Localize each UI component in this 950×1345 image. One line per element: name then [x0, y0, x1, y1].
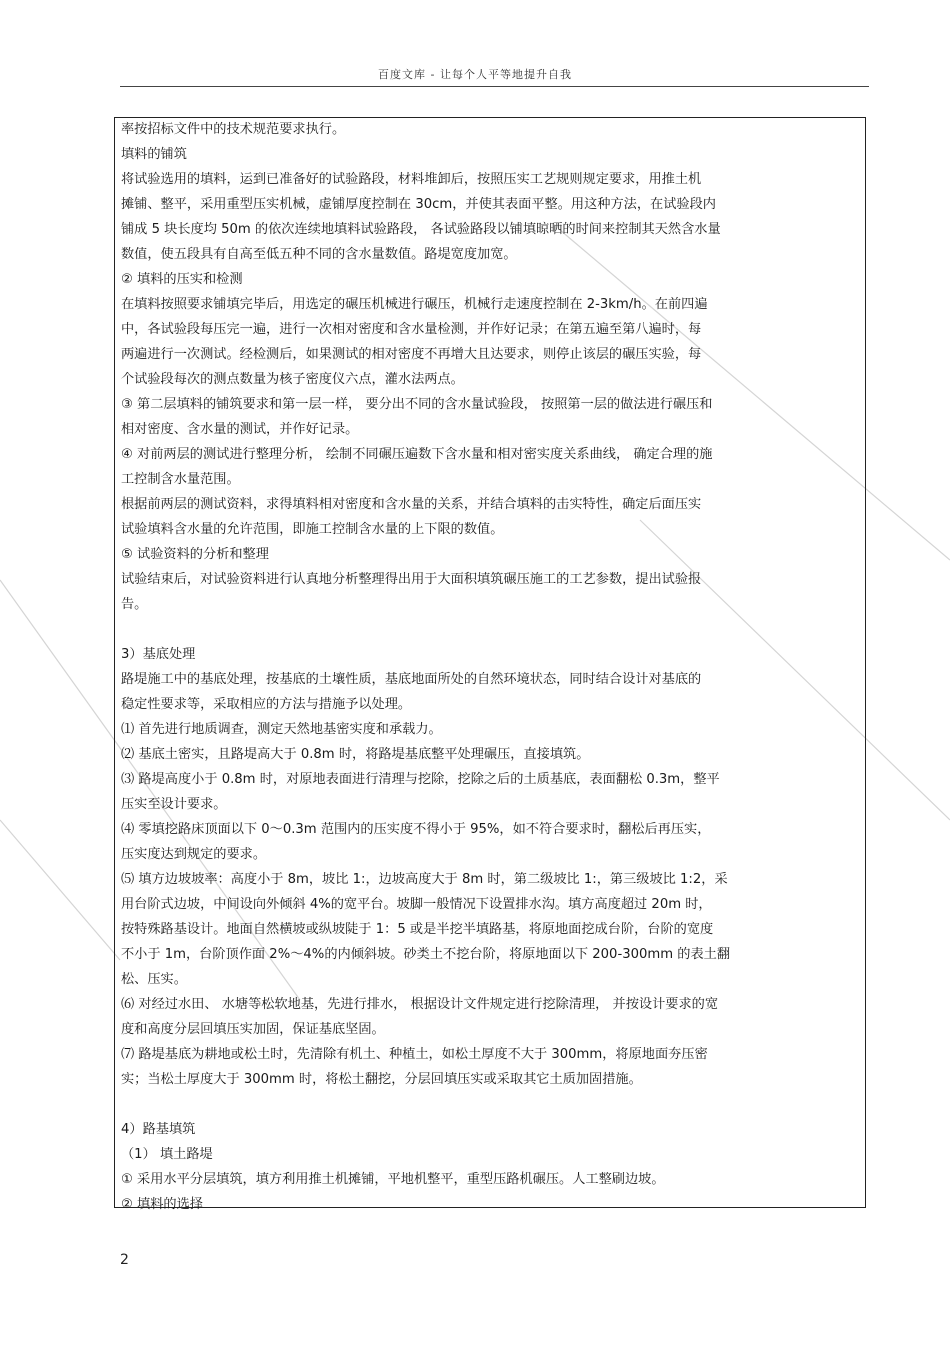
text-line: 两遍进行一次测试。经检测后，如果测试的相对密度不再增大且达要求，则停止该层的碾压实验，每 [121, 347, 702, 362]
text-line: 中，各试验段每压完一遍，进行一次相对密度和含水量检测，并作好记录；在第五遍至第八遍时，每 [121, 322, 702, 337]
text-line: ⑵ 基底土密实，且路堤高大于 0.8m 时，将路堤基底整平处理碾压，直接填筑。 [121, 747, 590, 762]
text-line: 在填料按照要求铺填完毕后，用选定的碾压机械进行碾压，机械行走速度控制在 2-3km/h。在前四遍 [121, 297, 708, 312]
text-line: 铺成 5 块长度均 50m 的依次连续地填料试验路段， 各试验路段以铺填晾晒的时间来控制其天然含水量 [121, 222, 721, 237]
text-line: 路堤施工中的基底处理，按基底的土壤性质，基底地面所处的自然环境状态，同时结合设计对基底的 [121, 672, 702, 687]
text-line: 不小于 1m，台阶顶作面 2%～4%的内倾斜坡。砂类土不挖台阶，将原地面以下 200-300mm 的表土翻 [121, 947, 731, 962]
text-line: 摊铺、整平，采用重型压实机械，虚铺厚度控制在 30cm，并使其表面平整。用这种方法，在试验段内 [121, 197, 716, 212]
text-line: 填料的铺筑 [121, 147, 187, 162]
text-line: ⑤ 试验资料的分析和整理 [121, 547, 269, 562]
text-line [121, 1092, 861, 1117]
text-line: 松、压实。 [121, 972, 187, 987]
text-line: 度和高度分层回填压实加固，保证基底坚固。 [121, 1022, 385, 1037]
text-line: 压实至设计要求。 [121, 797, 227, 812]
text-line: ② 填料的压实和检测 [121, 272, 243, 287]
text-line: ⑸ 填方边坡坡率：高度小于 8m，坡比 1:，边坡高度大于 8m 时，第二级坡比 1:，第三级坡比 1:2，采 [121, 872, 728, 887]
document-body [121, 117, 861, 1217]
text-line: 4）路基填筑 [121, 1122, 196, 1137]
text-line: 数值，使五段具有自高至低五种不同的含水量数值。路堤宽度加宽。 [121, 247, 517, 262]
text-line: ⑷ 零填挖路床顶面以下 0～0.3m 范围内的压实度不得小于 95%，如不符合要求时，翻松后再压实， [121, 822, 711, 837]
text-line: 3）基底处理 [121, 647, 196, 662]
text-line: ③ 第二层填料的铺筑要求和第一层一样， 要分出不同的含水量试验段， 按照第一层的做法进行碾压和 [121, 397, 713, 412]
text-line: 率按招标文件中的技术规范要求执行。 [121, 122, 346, 137]
text-line: 根据前两层的测试资料，求得填料相对密度和含水量的关系，并结合填料的击实特性，确定后面压实 [121, 497, 702, 512]
text-line: ④ 对前两层的测试进行整理分析， 绘制不同碾压遍数下含水量和相对密实度关系曲线， 确定合理的施 [121, 447, 713, 462]
text-line: 稳定性要求等，采取相应的方法与措施予以处理。 [121, 697, 412, 712]
text-line [121, 617, 861, 642]
text-line: 相对密度、含水量的测试，并作好记录。 [121, 422, 359, 437]
text-line: 压实度达到规定的要求。 [121, 847, 267, 862]
header-divider [120, 86, 869, 87]
text-line: 实；当松土厚度大于 300mm 时，将松土翻挖，分层回填压实或采取其它土质加固措施。 [121, 1072, 642, 1087]
page-header: 百度文库 - 让每个人平等地提升自我 [378, 68, 572, 81]
text-line: ⑶ 路堤高度小于 0.8m 时，对原地表面进行清理与挖除，挖除之后的土质基底，表面翻松 0.3m，整平 [121, 772, 720, 787]
text-line: 按特殊路基设计。地面自然横坡或纵坡陡于 1：5 或是半挖半填路基，将原地面挖成台阶，台阶的宽度 [121, 922, 714, 937]
text-line: 将试验选用的填料，运到已准备好的试验路段，材料堆卸后，按照压实工艺规则规定要求，用推土机 [121, 172, 702, 187]
text-line: 告。 [121, 597, 148, 612]
text-line: （1） 填土路堤 [121, 1147, 213, 1162]
text-line: 个试验段每次的测点数量为核子密度仪六点，灌水法两点。 [121, 372, 464, 387]
text-line: ⑹ 对经过水田、 水塘等松软地基，先进行排水， 根据设计文件规定进行挖除清理， 并按设计要求的宽 [121, 997, 719, 1012]
text-line: ② 填料的选择 [121, 1197, 203, 1212]
page-number: 2 [120, 1252, 129, 1268]
text-line: ① 采用水平分层填筑，填方利用推土机摊铺，平地机整平，重型压路机碾压。人工整刷边坡。 [121, 1172, 665, 1187]
text-line: 试验填料含水量的允许范围，即施工控制含水量的上下限的数值。 [121, 522, 504, 537]
text-line: ⑺ 路堤基底为耕地或松土时，先清除有机土、种植土，如松土厚度不大于 300mm，将原地面夯压密 [121, 1047, 708, 1062]
text-line: 用台阶式边坡，中间设向外倾斜 4%的宽平台。坡脚一般情况下设置排水沟。填方高度超过 20m 时， [121, 897, 712, 912]
text-line: 工控制含水量范围。 [121, 472, 240, 487]
text-line: ⑴ 首先进行地质调查，测定天然地基密实度和承载力。 [121, 722, 442, 737]
text-line: 试验结束后，对试验资料进行认真地分析整理得出用于大面积填筑碾压施工的工艺参数，提出试验报 [121, 572, 702, 587]
